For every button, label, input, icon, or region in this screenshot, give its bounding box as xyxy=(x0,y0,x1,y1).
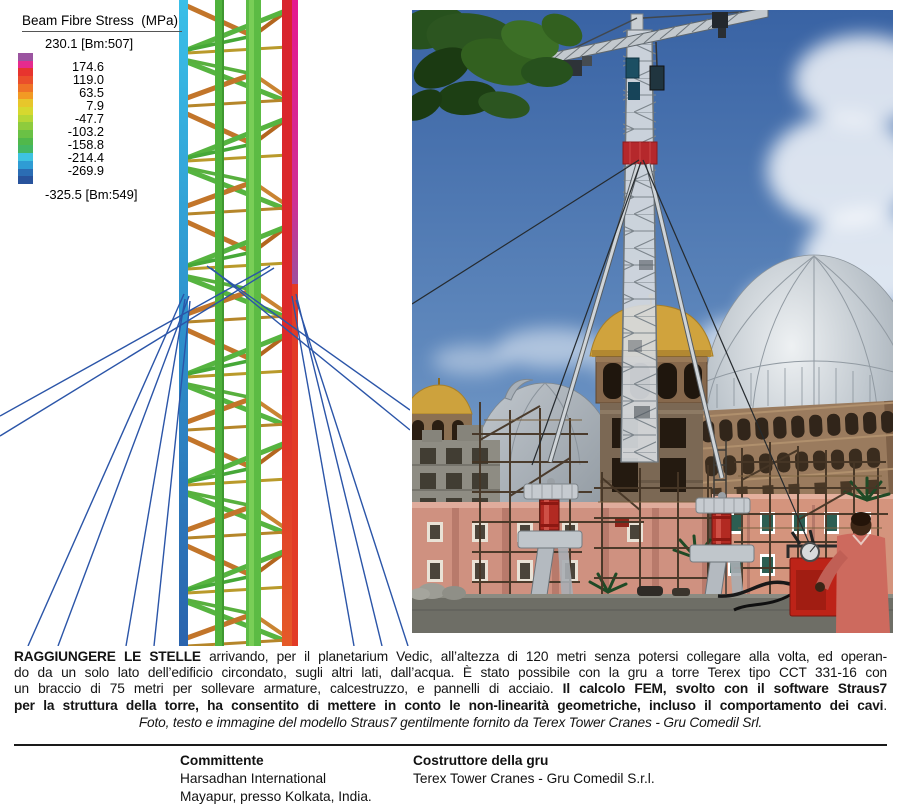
legend-tick-value: 7.9 xyxy=(86,97,104,113)
legend-color-band xyxy=(18,68,33,76)
photo-credit: Foto, testo e immagine del modello Straus7 gentilmente fornito da Terex Tower Cranes - Gru Comedil Srl. xyxy=(138,714,763,730)
stress-legend xyxy=(12,12,187,204)
legend-tick-value: 63.5 xyxy=(79,84,104,100)
caption-fem-bold: Il calcolo FEM, svolto con il software Straus7 xyxy=(562,681,888,697)
caption-line-2: do da un solo lato dell’edificio circondato, sugli altri lati, dall’acqua. È stato possibile con la gru a torre Terex tipo CCT 331-16 con xyxy=(14,665,887,681)
legend-color-band xyxy=(18,169,33,177)
legend-color-band xyxy=(18,61,33,69)
caption-lead-bold: RAGGIUNGERE LE STELLE xyxy=(14,649,201,664)
legend-color-band xyxy=(18,84,33,92)
legend-tick-value: 174.6 xyxy=(71,58,104,74)
legend-color-band xyxy=(18,130,33,138)
legend-color-band xyxy=(18,92,33,100)
legend-min-value: -325.5 [Bm:549] xyxy=(45,187,138,202)
legend-color-band xyxy=(18,153,33,161)
legend-tick-value: -103.2 xyxy=(67,124,104,140)
builder-column xyxy=(413,752,899,806)
builder-name: Terex Tower Cranes - Gru Comedil S.r.l. xyxy=(413,771,655,786)
divider-rule xyxy=(14,744,887,746)
client-heading: Committente xyxy=(180,753,264,768)
legend-color-band xyxy=(18,53,33,61)
legend-color-band xyxy=(18,99,33,107)
legend-ticks xyxy=(36,53,104,184)
crane-cab xyxy=(626,58,639,78)
legend-tick-value: -214.4 xyxy=(67,150,104,166)
legend-color-band xyxy=(18,115,33,123)
fem-chord-green-inner xyxy=(215,0,223,646)
legend-color-band xyxy=(18,76,33,84)
builder-heading: Costruttore della gru xyxy=(413,753,549,768)
legend-max-value: 230.1 [Bm:507] xyxy=(45,36,134,51)
fem-truss-diagonals xyxy=(187,6,288,646)
hook-block xyxy=(650,66,664,90)
legend-color-band xyxy=(18,107,33,115)
caption-line-3: un braccio di 75 metri per sollevare armature, calcestruzzo, e pannelli di acciaio. Il calcolo FEM, svolto con il software Straus7 xyxy=(14,681,888,697)
client-location: Mayapur, presso Kolkata, India. xyxy=(180,789,372,804)
legend-color-band xyxy=(18,161,33,169)
fem-guy-cables xyxy=(0,266,410,646)
caption-block xyxy=(14,649,887,731)
legend-color-band xyxy=(18,138,33,146)
credits-footer xyxy=(0,752,899,806)
legend-tick-value: -269.9 xyxy=(67,163,104,179)
caption-line-4: per la struttura della torre, ha consentito di mettere in conto le non-linearità geometriche, incluso il comportamento dei cavi. xyxy=(14,697,887,713)
client-name: Harsadhan International xyxy=(180,771,327,786)
legend-color-band xyxy=(18,122,33,130)
legend-color-band xyxy=(18,176,33,184)
legend-tick-value: 119.0 xyxy=(72,71,104,87)
legend-color-band xyxy=(18,145,33,153)
construction-site-photo xyxy=(412,10,893,633)
legend-tick-value: -158.8 xyxy=(67,137,104,153)
client-column xyxy=(180,752,413,806)
legend-colorbar xyxy=(18,53,33,184)
legend-tick-value: -47.7 xyxy=(74,111,104,126)
caption-line-1: RAGGIUNGERE LE STELLE arrivando, per il planetarium Vedic, all’altezza di 120 metri senza potersi collegare alla volta, ed operan- xyxy=(14,649,887,664)
jib-trolley xyxy=(712,12,728,28)
fem-model-panel xyxy=(0,0,410,646)
legend-title: Beam Fibre Stress (MPa) xyxy=(22,13,182,32)
fem-chord-magenta-edge xyxy=(292,0,298,286)
